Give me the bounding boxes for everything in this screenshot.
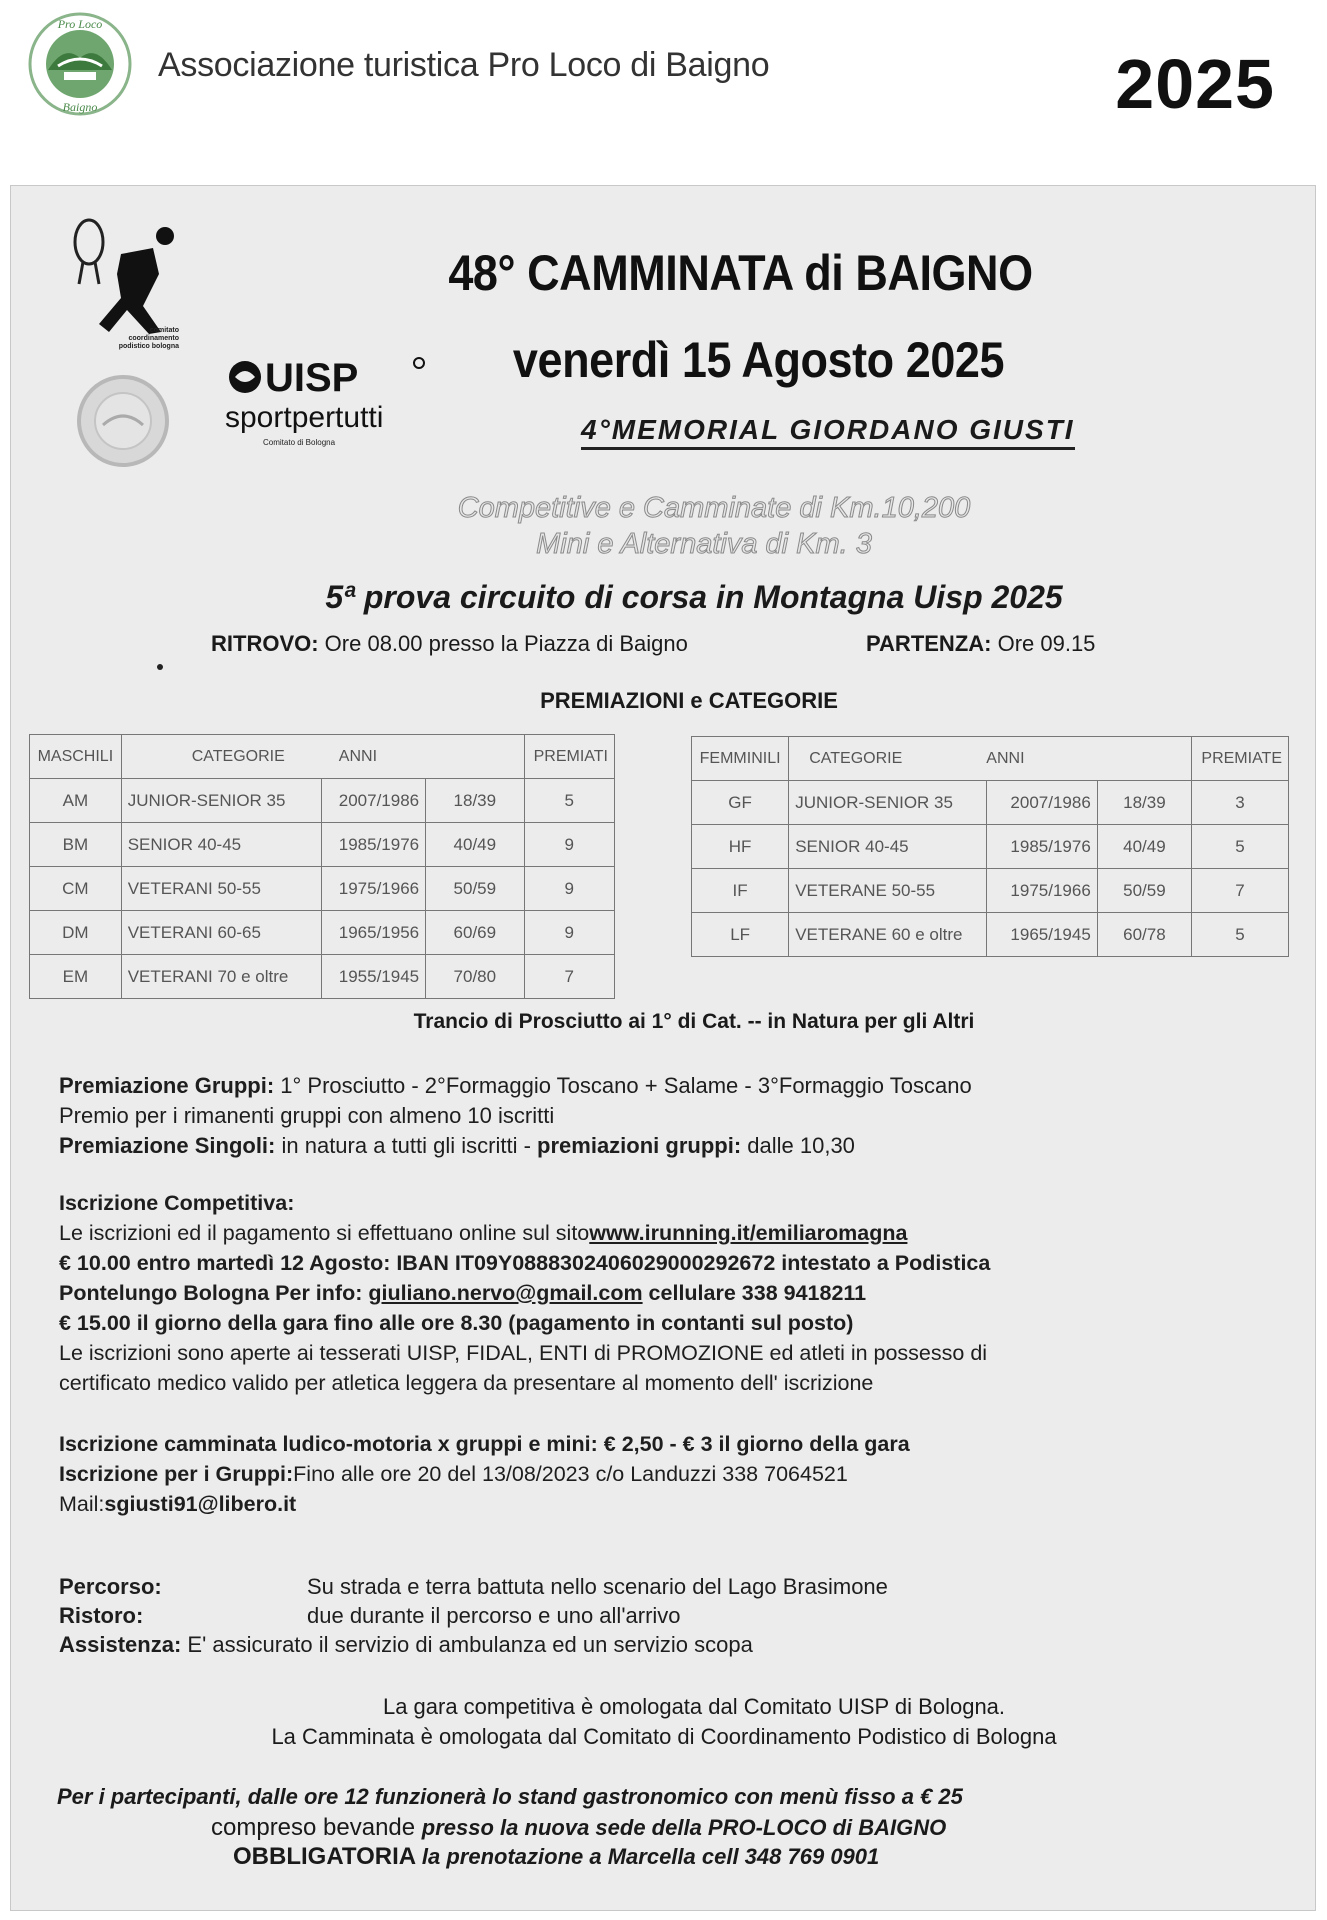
- assistenza-label: Assistenza:: [59, 1632, 182, 1657]
- cell-code: AM: [30, 779, 122, 823]
- partenza-line: [866, 631, 1095, 657]
- prizes-block: [59, 1071, 972, 1161]
- iscrizione-title: Iscrizione Competitiva:: [59, 1191, 295, 1215]
- partenza-label: PARTENZA:: [866, 631, 992, 656]
- premiazioni-heading: PREMIAZIONI e CATEGORIE: [540, 688, 838, 713]
- cell-prizes: 9: [524, 867, 615, 911]
- assistenza-line: [59, 1630, 888, 1659]
- event-date: venerdì 15 Agosto 2025: [512, 332, 1005, 388]
- cell-ages: 50/59: [1097, 869, 1191, 913]
- cell-ages: 50/59: [426, 867, 524, 911]
- singoli-line: [59, 1131, 972, 1161]
- cell-years: 1955/1945: [321, 955, 426, 999]
- footer-line3b: la prenotazione a Marcella cell 348 769 0901: [421, 1844, 880, 1869]
- cell-years: 1965/1945: [987, 913, 1098, 957]
- cell-years: 1985/1976: [987, 825, 1098, 869]
- logo-text-bottom: Baigno: [62, 100, 98, 114]
- singoli-text: in natura a tutti gli iscritti -: [275, 1133, 538, 1158]
- tranci-line: Trancio di Prosciutto ai 1° di Cat. -- in Natura per gli Altri: [413, 1010, 975, 1033]
- email-link[interactable]: giuliano.nervo@gmail.com: [368, 1281, 643, 1305]
- cell-code: LF: [692, 913, 789, 957]
- header-cell-categorie: CATEGORIE: [191, 747, 285, 765]
- female-categories-table: [691, 736, 1289, 957]
- event-title: 48° CAMMINATA di BAIGNO: [448, 245, 1033, 301]
- logo-text-top: Pro Loco: [57, 17, 103, 31]
- organization-name: Associazione turistica Pro Loco di Baigno: [158, 46, 770, 84]
- ritrovo-label: RITROVO:: [211, 631, 319, 656]
- cell-code: CM: [30, 867, 122, 911]
- memorial-title: 4°MEMORIAL GIORDANO GIUSTI: [581, 414, 1075, 450]
- header-cell: PREMIATI: [524, 735, 615, 779]
- table-row: [30, 823, 615, 867]
- footer-line2a: compreso bevande: [211, 1814, 422, 1841]
- cell-category: SENIOR 40-45: [121, 823, 321, 867]
- header-cell: PREMIATE: [1192, 737, 1289, 781]
- iscrizione-line3b: cellulare 338 9418211: [642, 1281, 867, 1305]
- percorso-line: [59, 1572, 888, 1601]
- runner-caption-2: coordinamento: [128, 335, 179, 342]
- ristoro-text: due durante il percorso e uno all'arrivo: [307, 1603, 681, 1628]
- gruppi-extra: Premio per i rimanenti gruppi con almeno 10 iscritti: [59, 1103, 555, 1128]
- footer-line3: [233, 1843, 879, 1871]
- cell-code: GF: [692, 781, 789, 825]
- mail-label: Mail:: [59, 1492, 105, 1516]
- table-row: [30, 867, 615, 911]
- cell-category: VETERANE 60 e oltre: [789, 913, 987, 957]
- cell-category: VETERANE 50-55: [789, 869, 987, 913]
- cell-ages: 18/39: [1097, 781, 1191, 825]
- pro-loco-logo: [24, 8, 136, 120]
- uisp-name: UISP: [265, 356, 359, 400]
- runner-caption-3: podistico bologna: [118, 343, 179, 350]
- iscrizione-line6: certificato medico valido per atletica leggera da presentare al momento dell' iscrizione: [59, 1371, 874, 1395]
- table-row: [30, 955, 615, 999]
- cell-code: DM: [30, 911, 122, 955]
- footer-line2b: presso la nuova sede della PRO-LOCO di BAIGNO: [421, 1815, 947, 1840]
- cell-prizes: 9: [524, 911, 615, 955]
- percorso-label: Percorso:: [59, 1574, 162, 1599]
- iscrizione-block: [59, 1188, 990, 1398]
- cell-prizes: 5: [524, 779, 615, 823]
- iscrizione-line2: € 10.00 entro martedì 12 Agosto: IBAN IT09Y0888302406029000292672 intestato a Podistica: [59, 1251, 991, 1275]
- table-row: [30, 911, 615, 955]
- table-row: [30, 779, 615, 823]
- table-row: [692, 913, 1289, 957]
- camminata-gruppi-label: Iscrizione per i Gruppi:: [59, 1462, 294, 1486]
- cell-category: SENIOR 40-45: [789, 825, 987, 869]
- runner-caption-1: comitato: [149, 327, 179, 334]
- header-cell: FEMMINILI: [692, 737, 789, 781]
- cell-category: VETERANI 70 e oltre: [121, 955, 321, 999]
- cell-years: 2007/1986: [987, 781, 1098, 825]
- iscrizione-line4: € 15.00 il giorno della gara fino alle ore 8.30 (pagamento in contanti sul posto): [59, 1311, 854, 1335]
- male-categories-table: [29, 734, 615, 999]
- cell-prizes: 7: [1192, 869, 1289, 913]
- cell-prizes: 5: [1192, 825, 1289, 869]
- distance-mini: Mini e Alternativa di Km. 3: [536, 528, 872, 560]
- cell-category: JUNIOR-SENIOR 35: [789, 781, 987, 825]
- iscrizione-line5: Le iscrizioni sono aperte ai tesserati UISP, FIDAL, ENTI di PROMOZIONE ed atleti in possesso di: [59, 1341, 988, 1365]
- circuit-heading: 5ª prova circuito di corsa in Montagna Uisp 2025: [325, 579, 1063, 615]
- distance-competitive: Competitive e Camminate di Km.10,200: [457, 492, 971, 524]
- camminata-mail-line: [59, 1489, 910, 1519]
- percorso-text: Su strada e terra battuta nello scenario del Lago Brasimone: [307, 1574, 888, 1599]
- footer-line3a: OBBLIGATORIA: [233, 1843, 422, 1870]
- cell-years: 1975/1966: [321, 867, 426, 911]
- gruppi-time-label: premiazioni gruppi:: [537, 1133, 742, 1158]
- omologazione-line2: La Camminata è omologata dal Comitato di Coordinamento Podistico di Bologna: [271, 1724, 1057, 1749]
- table-header-row: [30, 735, 615, 779]
- camminata-line1: Iscrizione camminata ludico-motoria x gruppi e mini: € 2,50 - € 3 il giorno della gara: [59, 1432, 910, 1456]
- ristoro-label: Ristoro:: [59, 1603, 144, 1628]
- camminata-gruppi-text: Fino alle ore 20 del 13/08/2023 c/o Landuzzi 338 7064521: [293, 1462, 848, 1486]
- cell-code: IF: [692, 869, 789, 913]
- footer-line1: Per i partecipanti, dalle ore 12 funzionerà lo stand gastronomico con menù fisso a € 25: [57, 1784, 963, 1809]
- cell-prizes: 5: [1192, 913, 1289, 957]
- ritrovo-line: [211, 631, 688, 657]
- cell-ages: 40/49: [426, 823, 524, 867]
- camminata-gruppi-line: [59, 1459, 910, 1489]
- cell-code: HF: [692, 825, 789, 869]
- year-heading: 2025: [1115, 45, 1275, 123]
- header-cell: [789, 737, 1192, 781]
- singoli-label: Premiazione Singoli:: [59, 1133, 276, 1158]
- assistenza-text: E' assicurato il servizio di ambulanza ed un servizio scopa: [181, 1632, 753, 1657]
- partenza-text: Ore 09.15: [991, 631, 1096, 656]
- footer-line2: [211, 1814, 946, 1842]
- iscrizione-line1-text: Le iscrizioni ed il pagamento si effettuano online sul sito: [59, 1221, 590, 1245]
- header-cell: [121, 735, 524, 779]
- uisp-tagline: sportpertutti: [225, 401, 384, 434]
- cell-category: JUNIOR-SENIOR 35: [121, 779, 321, 823]
- header-cell-anni: ANNI: [338, 747, 378, 765]
- cell-prizes: 7: [524, 955, 615, 999]
- cell-code: BM: [30, 823, 122, 867]
- ristoro-line: [59, 1601, 888, 1630]
- cell-code: EM: [30, 955, 122, 999]
- event-flyer: [10, 185, 1316, 1911]
- table-row: [692, 825, 1289, 869]
- website-link[interactable]: www.irunning.it/emiliaromagna: [589, 1221, 908, 1245]
- bullet-dot: [157, 664, 163, 670]
- mail-link[interactable]: sgiusti91@libero.it: [104, 1492, 297, 1516]
- camminata-block: [59, 1429, 910, 1519]
- iscrizione-line1: [59, 1218, 990, 1248]
- header-cell-categorie: CATEGORIE: [809, 749, 903, 767]
- cell-ages: 18/39: [426, 779, 524, 823]
- cell-ages: 40/49: [1097, 825, 1191, 869]
- omologazione-line1: La gara competitiva è omologata dal Comitato UISP di Bologna.: [382, 1694, 1006, 1719]
- cell-years: 2007/1986: [321, 779, 426, 823]
- uisp-sub: Comitato di Bologna: [263, 438, 336, 447]
- gruppi-text: 1° Prosciutto - 2°Formaggio Toscano + Salame - 3°Formaggio Toscano: [274, 1073, 972, 1098]
- gruppi-line: [59, 1071, 972, 1101]
- info-block: [59, 1572, 888, 1659]
- gruppi-time-text: dalle 10,30: [741, 1133, 855, 1158]
- iscrizione-line3: [59, 1278, 990, 1308]
- cell-ages: 60/69: [426, 911, 524, 955]
- cell-prizes: 9: [524, 823, 615, 867]
- cell-ages: 60/78: [1097, 913, 1191, 957]
- header-cell: MASCHILI: [30, 735, 122, 779]
- gruppi-label: Premiazione Gruppi:: [59, 1073, 275, 1098]
- cell-years: 1985/1976: [321, 823, 426, 867]
- cell-ages: 70/80: [426, 955, 524, 999]
- iscrizione-line3a: Pontelungo Bologna Per info:: [59, 1281, 369, 1305]
- cell-category: VETERANI 50-55: [121, 867, 321, 911]
- header-cell-anni: ANNI: [986, 749, 1025, 767]
- table-header-row: [692, 737, 1289, 781]
- table-row: [692, 869, 1289, 913]
- cell-category: VETERANI 60-65: [121, 911, 321, 955]
- cell-prizes: 3: [1192, 781, 1289, 825]
- cell-years: 1965/1956: [321, 911, 426, 955]
- cell-years: 1975/1966: [987, 869, 1098, 913]
- ritrovo-text: Ore 08.00 presso la Piazza di Baigno: [318, 631, 688, 656]
- table-row: [692, 781, 1289, 825]
